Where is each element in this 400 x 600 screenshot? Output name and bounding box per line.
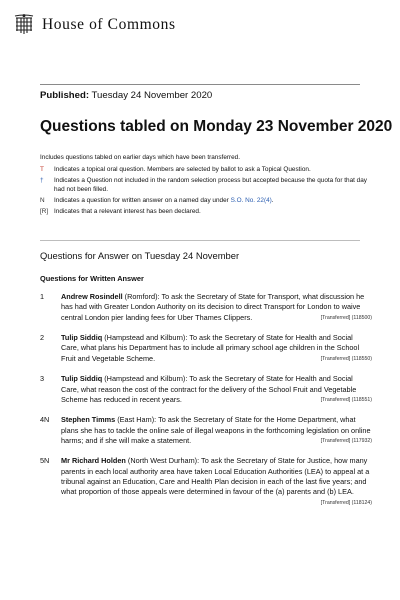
- legend-symbol: [R]: [40, 207, 49, 215]
- legend-item: [40, 176, 370, 195]
- house-of-commons-wordmark: House of Commons: [42, 16, 176, 33]
- question-text: To ask the Secretary of State for Health and Social Care, what plans his Department has to include all primary school age children in the School Fruit and Vegetable Scheme.: [61, 333, 360, 363]
- intro-text: Includes questions tabled on earlier days which have been transferred.: [40, 154, 241, 161]
- question-body: [61, 333, 372, 364]
- section-subheading: Questions for Written Answer: [40, 274, 144, 283]
- question-text: To ask the Secretary of State for the Home Department, what plans she has to tackle the online sale of illegal weapons in the forthcoming legislation on online harms; and if she will make a statement.: [61, 415, 371, 445]
- member-name: Andrew Rosindell: [61, 292, 123, 301]
- legend-text-part: Indicates a question for written answer on a named day under: [54, 196, 231, 204]
- question-text: To ask the Secretary of State for Transport, what discussion he has had with Greater London Authority on its decision to direct Transport for London to waive central London pier landing fees for Uber Thames Clippers.: [61, 292, 365, 322]
- question-number: 3: [40, 374, 45, 384]
- member-name: Stephen Timms: [61, 415, 116, 425]
- question-item: [40, 456, 372, 507]
- question-list: [40, 292, 372, 517]
- published-date: Tuesday 24 November 2020: [91, 90, 213, 101]
- question-body: [61, 374, 372, 405]
- portcullis-icon: [14, 14, 34, 36]
- legend-symbol: T: [40, 166, 44, 173]
- legend-text: Indicates that a relevant interest has been declared.: [54, 207, 201, 215]
- question-body: [61, 415, 372, 446]
- member-constituency: (Hampstead and Kilburn):: [104, 333, 188, 343]
- question-item: [40, 374, 372, 405]
- section-divider: [40, 240, 360, 241]
- question-item: [40, 292, 372, 323]
- legend-item: [40, 196, 370, 205]
- question-reference: [Transferred] (118551): [320, 396, 372, 403]
- question-text: To ask the Secretary of State for Justice, how many parents in each local authority area have taken Local Education Authorities (LEA) to appeal at a tribunal against an Education, Care and Health Plan decision in each of the last five years; and what proportion of those appeals were determined in favour of the (a) parents and (b) LEA.: [61, 456, 370, 497]
- site-header: [14, 14, 176, 36]
- legend-text: [54, 196, 370, 205]
- published-label: Published:: [40, 90, 90, 101]
- legend-text: Indicates a Question not included in the random selection process but accepted because the quota for that day had not been filled.: [54, 176, 367, 194]
- legend-text: Indicates a topical oral question. Members are selected by ballot to ask a Topical Question.: [54, 166, 311, 173]
- question-item: [40, 333, 372, 364]
- question-number: 4N: [40, 415, 50, 425]
- section-heading: Questions for Answer on Tuesday 24 November: [40, 250, 240, 261]
- member-name: Tulip Siddiq: [61, 374, 103, 384]
- question-reference: [Transferred] (118550): [320, 355, 372, 362]
- legend-item: [40, 165, 370, 174]
- member-name: Tulip Siddiq: [61, 333, 103, 343]
- question-reference: [Transferred] (117932): [320, 437, 372, 444]
- legend-text-end: .: [271, 196, 274, 204]
- question-text: To ask the Secretary of State for Health and Social Care, what reason the cost of the contract for the delivery of the School Fruit and Vegetable Scheme has reduced in recent years.: [61, 374, 357, 404]
- question-item: [40, 415, 372, 446]
- page-title: Questions tabled on Monday 23 November 2020: [40, 118, 393, 135]
- published-line: [40, 90, 212, 101]
- question-body: [61, 292, 372, 323]
- member-constituency: (North West Durham):: [127, 456, 200, 466]
- standing-order-link[interactable]: S.O. No. 22(4): [230, 196, 272, 204]
- question-number: 5N: [40, 456, 50, 466]
- header-divider: [40, 84, 360, 85]
- question-reference: [Transferred] (118500): [320, 314, 372, 321]
- member-name: Mr Richard Holden: [61, 456, 126, 466]
- legend-item: [40, 207, 370, 216]
- member-constituency: (Hampstead and Kilburn):: [104, 374, 188, 384]
- member-constituency: (Romford):: [124, 292, 160, 301]
- legend-symbol: †: [40, 176, 44, 184]
- question-number: 1: [40, 292, 45, 301]
- symbol-legend: [40, 165, 370, 217]
- member-constituency: (East Ham):: [117, 415, 157, 425]
- question-body: [61, 456, 372, 507]
- question-number: 2: [40, 333, 45, 343]
- question-reference: [Transferred] (118124): [320, 499, 372, 506]
- legend-symbol: N: [40, 196, 45, 204]
